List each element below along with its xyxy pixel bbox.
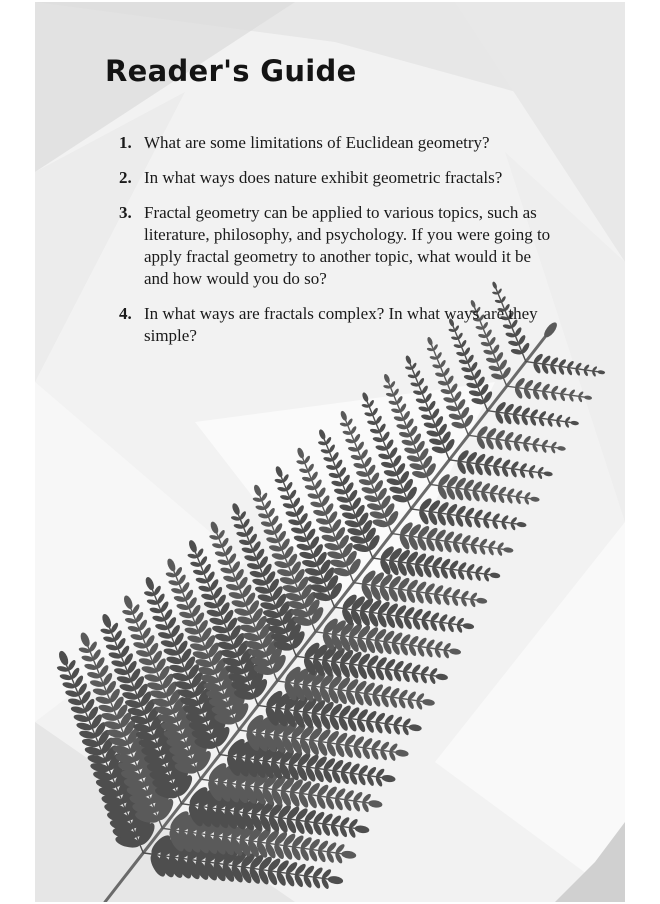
question-number: 3. — [119, 203, 132, 222]
page-title: Reader's Guide — [105, 54, 357, 88]
question-number: 2. — [119, 168, 132, 187]
question-text: In what ways does nature exhibit geometric fractals? — [144, 168, 503, 187]
question-number: 1. — [119, 133, 132, 152]
question-text: What are some limitations of Euclidean geometry? — [144, 133, 490, 152]
question-text: Fractal geometry can be applied to various topics, such as literature, philosophy, and psychology. If you were going to apply fractal geometry to another topic, what would it be and how would you do so? — [144, 203, 551, 288]
question-3 — [119, 202, 559, 290]
question-4 — [119, 303, 559, 347]
question-2 — [119, 167, 559, 189]
page — [35, 2, 625, 902]
question-number: 4. — [119, 304, 132, 323]
question-1 — [119, 132, 559, 154]
question-list — [119, 132, 559, 360]
question-text: In what ways are fractals complex? In what ways are they simple? — [144, 304, 538, 345]
